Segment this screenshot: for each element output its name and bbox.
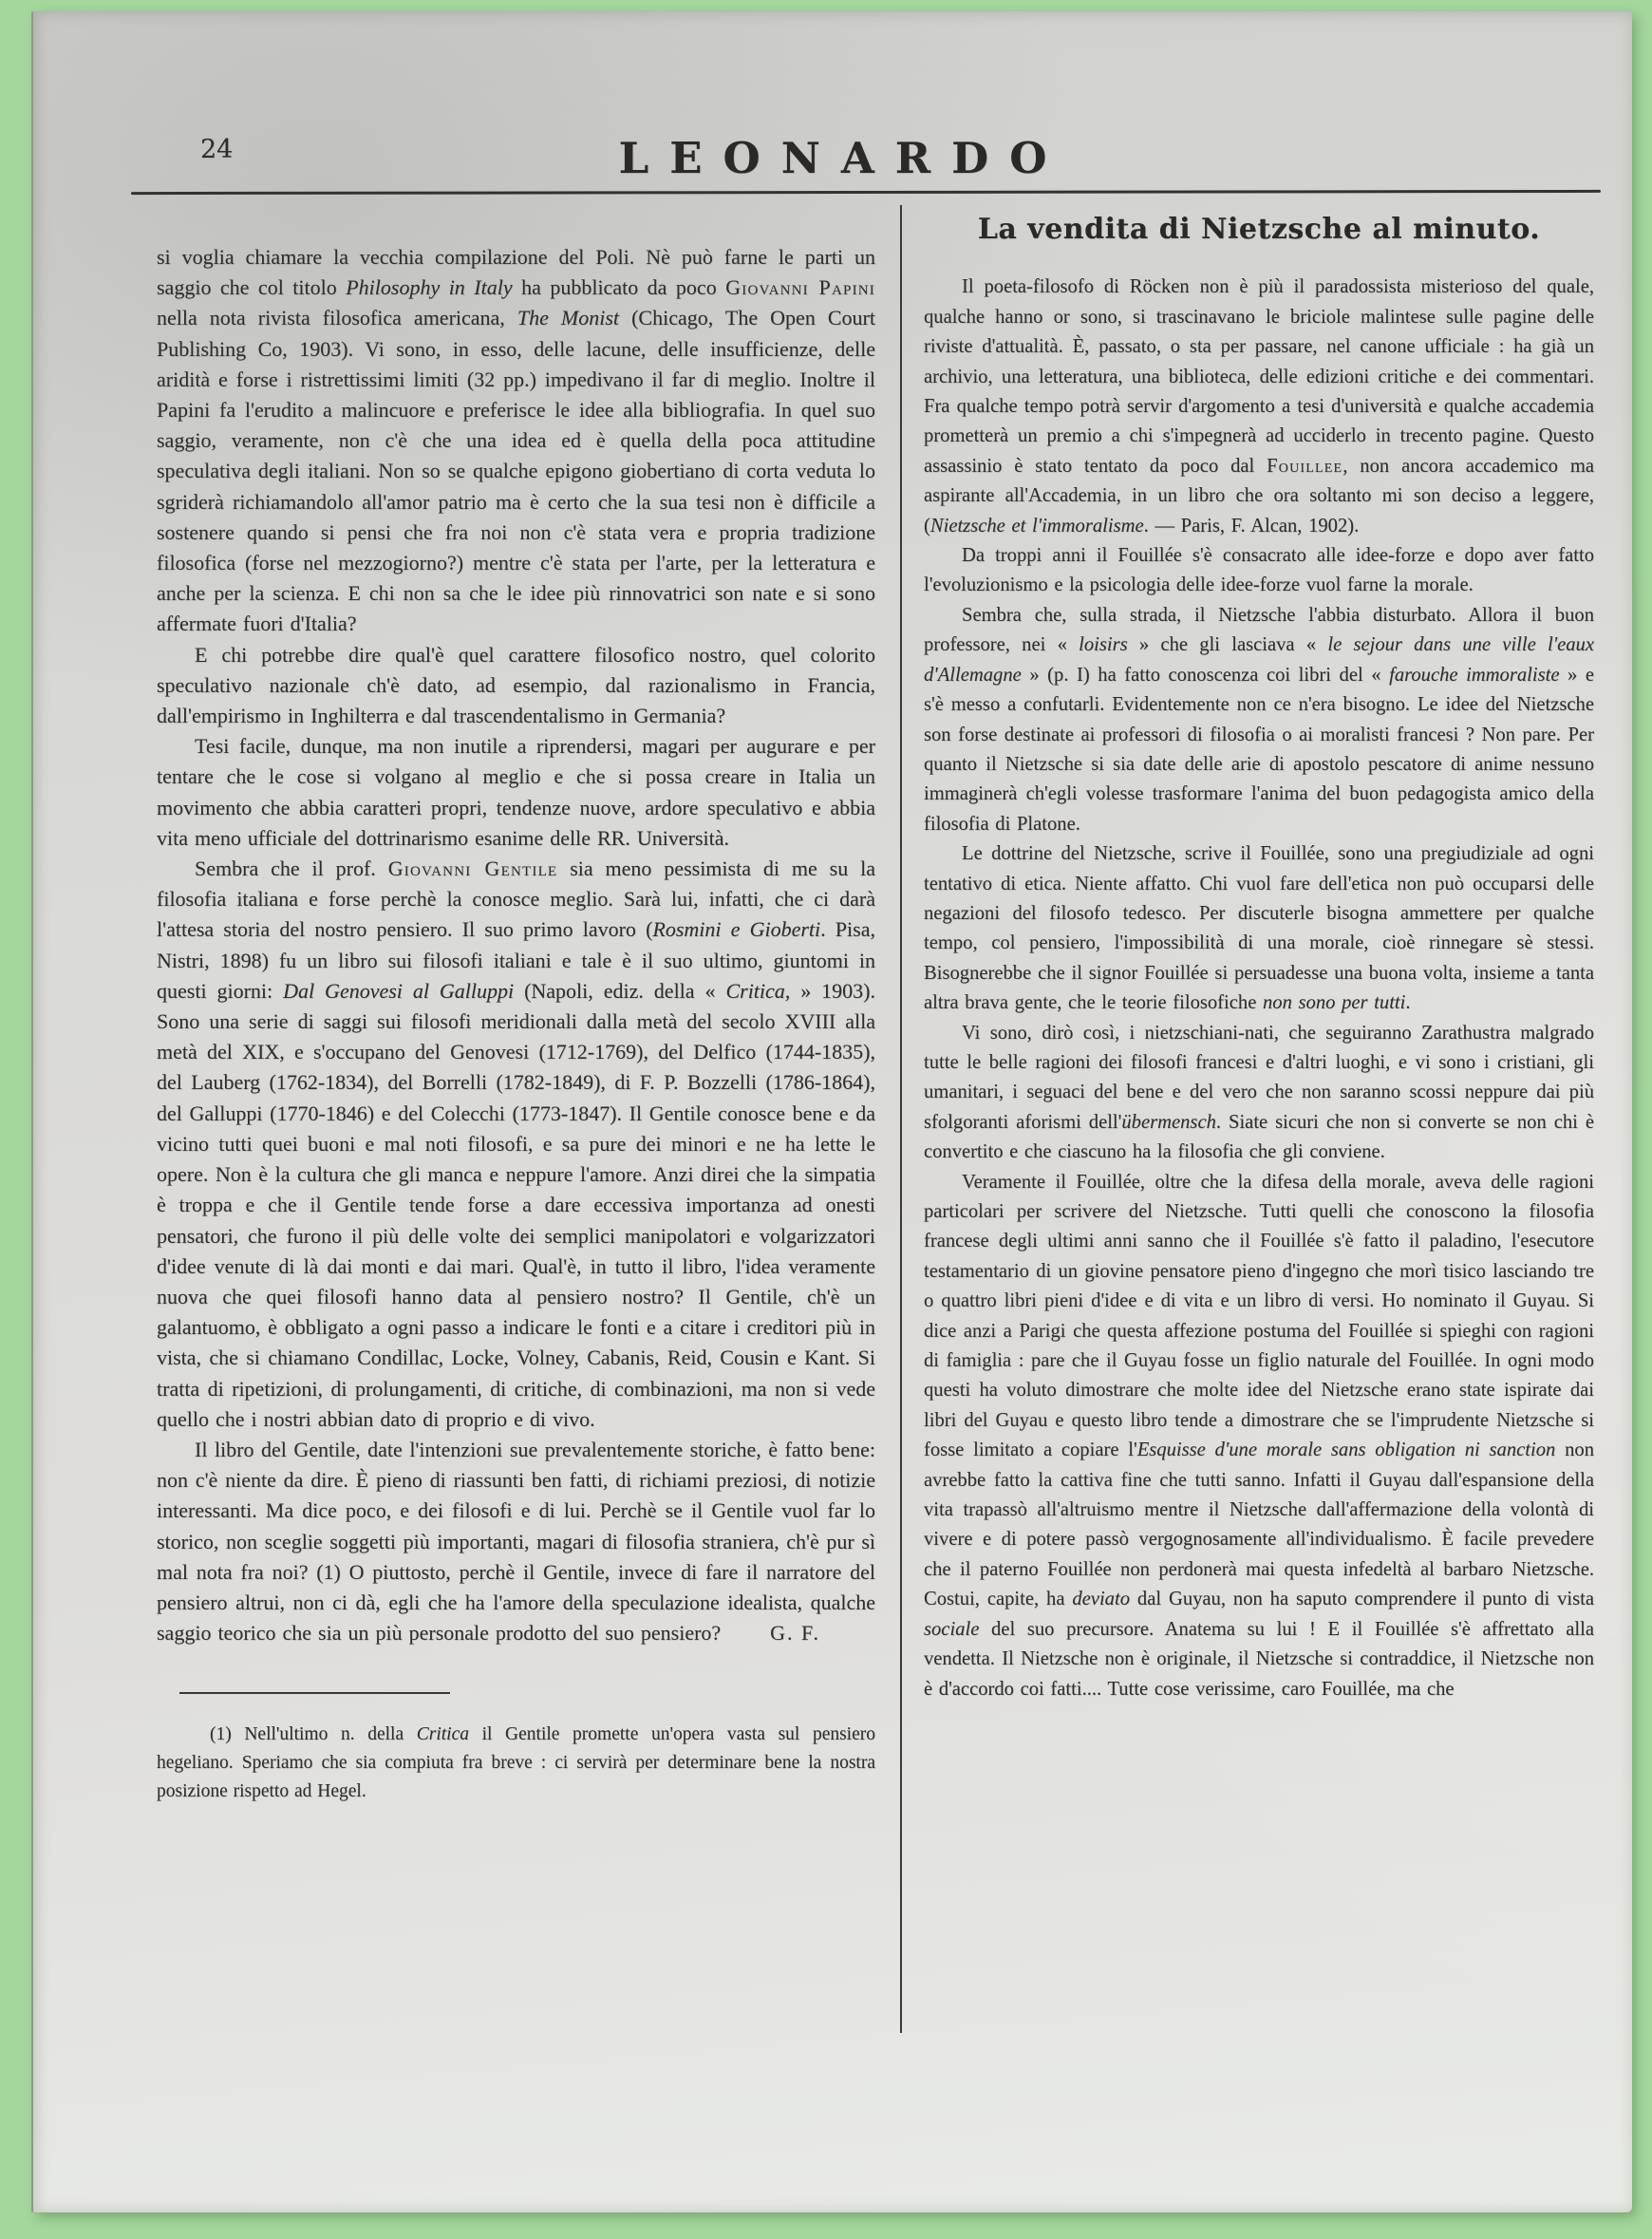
right-column <box>924 215 1594 1704</box>
paragraph: si voglia chiamare la vecchia compilazione del Poli. Nè può farne le parti un saggio che col titolo Philosophy in Italy ha pubblicato da poco Giovanni Papini nella nota rivista filosofica americana, The Monist (Chicago, The Open Court Publishing Co, 1903). Vi sono, in esso, delle lacune, delle insufficienze, delle aridità e forse i ristrettissimi limiti (32 pp.) impedivano il far di meglio. Inoltre il Papini fa l'erudito a malincuore e preferisce le idee alla bibliografia. In quel suo saggio, veramente, non c'è che una idea ed è quella della poca attitudine speculativa degli italiani. Non so se qualche epigono giobertiano di corta veduta lo sgriderà richiamandolo all'amor patrio ma è certo che la sua tesi non è difficile a sostenere quando si pensi che fra noi non c'è stata vera e propria tradizione filosofica (forse nel mezzogiorno?) mentre c'è stata per l'arte, per la letteratura e anche per la scienza. E chi non sa che le idee più rinnovatrici son nate e si sono affermate fuori d'Italia? <box>157 245 875 636</box>
paragraph: Il libro del Gentile, date l'intenzioni sue prevalentemente storiche, è fatto bene: non c'è niente da dire. È pieno di riassunti ben fatti, di richiami preziosi, di notizie interessanti. Ma dice poco, e dei filosofi e di lui. Perchè se il Gentile vuol far lo storico, non sceglie soggetti più importanti, magari di filosofia straniera, ch'è pur sì mal nota fra noi? (1) O piuttosto, perchè il Gentile, invece di fare il narratore del pensiero altrui, non ci dà, egli che ha l'amore della speculazione idealista, qualche saggio teorico che sia un più personale prodotto del suo pensiero? <box>157 1437 875 1646</box>
author-signature: G. F. <box>770 1621 820 1646</box>
column-divider <box>900 205 902 2033</box>
paragraph: Le dottrine del Nietzsche, scrive il Fouillée, sono una pregiudiziale ad ogni tentativo di etica. Niente affatto. Chi vuol fare dell'etica non può occuparsi delle negazioni del filosofo tedesco. Per discuterle bisogna ammettere per qualche tempo, col pensiero, l'impossibilità di una morale, cioè rinnegare sè stessi. Bisognerebbe che il signor Fouillée si persuadesse una buona volta, insieme a tanta altra brava gente, che le teorie filosofiche non sono per tutti. <box>924 843 1594 1014</box>
header-rule <box>131 190 1601 195</box>
paragraph: E chi potrebbe dire qual'è quel carattere filosofico nostro, quel colorito speculativo nazionale ch'è dato, ad esempio, dal razionalismo in Francia, dall'empirismo in Inghilterra e dal trascendentalismo in Germania? <box>157 642 875 728</box>
paragraph: Tesi facile, dunque, ma non inutile a riprendersi, magari per augurare e per tentare che le cose si volgano al meglio e che si possa creare in Italia un movimento che abbia caratteri propri, tendenze nuove, ardore speculativo e abbia vita meno ufficiale del dottrinarismo esanime delle RR. Università. <box>157 734 875 850</box>
paper-page <box>33 11 1632 2212</box>
right-column-text <box>924 273 1594 1704</box>
paragraph: Il poeta-filosofo di Röcken non è più il paradossista misterioso del quale, qualche hanno or sono, si trascinavano le briciole malintese sulle pagine delle riviste d'attualità. È, passato, o sta per passare, nel canone ufficiale : ha già un archivio, una letteratura, una biblioteca, delle edizioni critiche e dei commentari. Fra qualche tempo potrà servir d'argomento a tesi d'università e qualche accademia prometterà un premio a chi s'impegnerà ad ucciderlo in trecento pagine. Questo assassinio è stato tentato da poco dal Fouillee, non ancora accademico ma aspirante all'Accademia, in un libro che ora soltanto mi son deciso a leggere, (Nietzsche et l'immoralisme. — Paris, F. Alcan, 1902). <box>924 276 1595 536</box>
footnote-text: (1) Nell'ultimo n. della Critica il Gentile promette un'opera vasta sul pensiero hegeliano. Speriamo che sia compiuta fra breve : ci servirà per determinare bene la nostra posizione rispetto ad Hegel. <box>157 1724 875 1802</box>
paragraph: Sembra che, sulla strada, il Nietzsche l'abbia disturbato. Allora il buon professore, nei « loisirs » che gli lasciava « le sejour dans une ville l'eaux d'Allemagne » (p. I) ha fatto conoscenza coi libri del « farouche immoraliste » e s'è messo a confutarli. Evidentemente non ce n'era bisogno. Le idee del Nietzsche son forse destinate ai professori di filosofia o ai moralisti francesi ? Non pare. Per quanto il Nietzsche si sia date delle arie di apostolo pescatore di anime nessuno immaginerà ch'egli volesse trasformare l'anima del buon pedagogista amico della filosofia di Platone. <box>924 604 1595 835</box>
paragraph: Sembra che il prof. Giovanni Gentile sia meno pessimista di me su la filosofia italiana e forse perchè la conosce meglio. Sarà lui, infatti, che ci darà l'attesa storia del nostro pensiero. Il suo primo lavoro (Rosmini e Gioberti. Pisa, Nistri, 1898) fu un libro sui filosofi italiani e tale è il suo ultimo, giuntomi in questi giorni: Dal Genovesi al Galluppi (Napoli, ediz. della « Critica, » 1903). Sono una serie di saggi sui filosofi meridionali dalla metà del secolo XVIII alla metà del XIX, e s'occupano del Genovesi (1712-1769), del Delfico (1744-1835), del Lauberg (1762-1834), del Borrelli (1782-1849), di F. P. Bozzelli (1786-1864), del Galluppi (1770-1846) e del Colecchi (1773-1847). Il Gentile conosce bene e da vicino tutti quei buoni e mal noti filosofi, e sa pure dei minori e ne ha lette le opere. Non è la cultura che gli manca e neppure l'amore. Anzi direi che la simpatia è troppa e che il Gentile tende forse a dare eccessiva importanza ad onesti pensatori, che furono il più delle volte dei semplici manipolatori e volgarizzatori d'idee venute di là dai monti e dai mari. Qual'è, in tutto il libro, l'idea veramente nuova che quei filosofi hanno data al pensiero nostro? Il Gentile, ch'è un galantuomo, è obbligato a ogni passo a indicare le fonti e a citare i creditori più in vista, che si chiamano Condillac, Locke, Volney, Cabanis, Reid, Cousin e Kant. Si tratta di ripetizioni, di prolungamenti, di critiche, di combinazioni, ma non si vede quello che i nostri abbian dato di proprio e di vivo. <box>157 856 876 1431</box>
paragraph: Veramente il Fouillée, oltre che la difesa della morale, aveva delle ragioni particolari per scrivere del Nietzsche. Tutti quelli che conoscono la filosofia francese degli ultimi anni sanno che il Fouillée s'è fatto il paladino, l'esecutore testamentario di un giovine pensatore pieno d'ingegno che morì tisico lasciando tre o quattro libri pieni d'idee e di vita e un libro di versi. Ho nominato il Guyau. Si dice anzi a Parigi che questa affezione postuma del Fouillée si spieghi con ragioni di famiglia : pare che il Guyau fosse un figlio naturale del Fouillée. In ogni modo questi ha voluto dimostrare che molte idee del Nietzsche erano state ispirate dai libri del Guyau e questo libro tende a dimostrare che se l'imprudente Nietzsche si fosse limitato a copiare l'Esquisse d'une morale sans obligation ni sanction non avrebbe fatto la cattiva fine che tutti sanno. Infatti il Guyau dall'espansione della vita trapassò all'altruismo mentre il Nietzsche dall'affermazione della volontà di vivere e di potere passò vergognosamente all'individualismo. È facile prevedere che il paterno Fouillée non perdonerà mai questa infedeltà al barbaro Nietzsche. Costui, capite, ha deviato dal Guyau, non ha saputo comprendere il punto di vista sociale del suo precursore. Anatema su lui ! E il Fouillée s'è affrettato alla vendetta. Il Nietzsche non è originale, il Nietzsche si contraddice, il Nietzsche non è d'accordo coi fatti.... Tutte cose verissime, caro Fouillée, ma che <box>924 1171 1594 1700</box>
journal-title: LEONARDO <box>618 133 1068 183</box>
paragraph: Da troppi anni il Fouillée s'è consacrato alle idee-forze e dopo aver fatto l'evoluzionismo e la psicologia delle idee-forze vuol farne la morale. <box>924 545 1594 596</box>
footnote-separator <box>179 1692 450 1694</box>
left-column-text <box>157 242 875 1648</box>
left-column <box>157 242 875 1806</box>
page-number: 24 <box>200 135 234 164</box>
article-heading: La vendita di Nietzsche al minuto. <box>977 213 1541 246</box>
paragraph: Vi sono, dirò così, i nietzschiani-nati, che seguiranno Zarathustra malgrado tutte le belle ragioni dei filosofi francesi e d'altri luoghi, e vi sono i cristiani, gli umanitari, i seguaci del bene e del vero che non saranno scossi neppure dai più sfolgoranti aforismi dell'übermensch. Siate sicuri che non si converte se non chi è convertito e che ciascuno ha la filosofia che gli conviene. <box>924 1022 1594 1163</box>
